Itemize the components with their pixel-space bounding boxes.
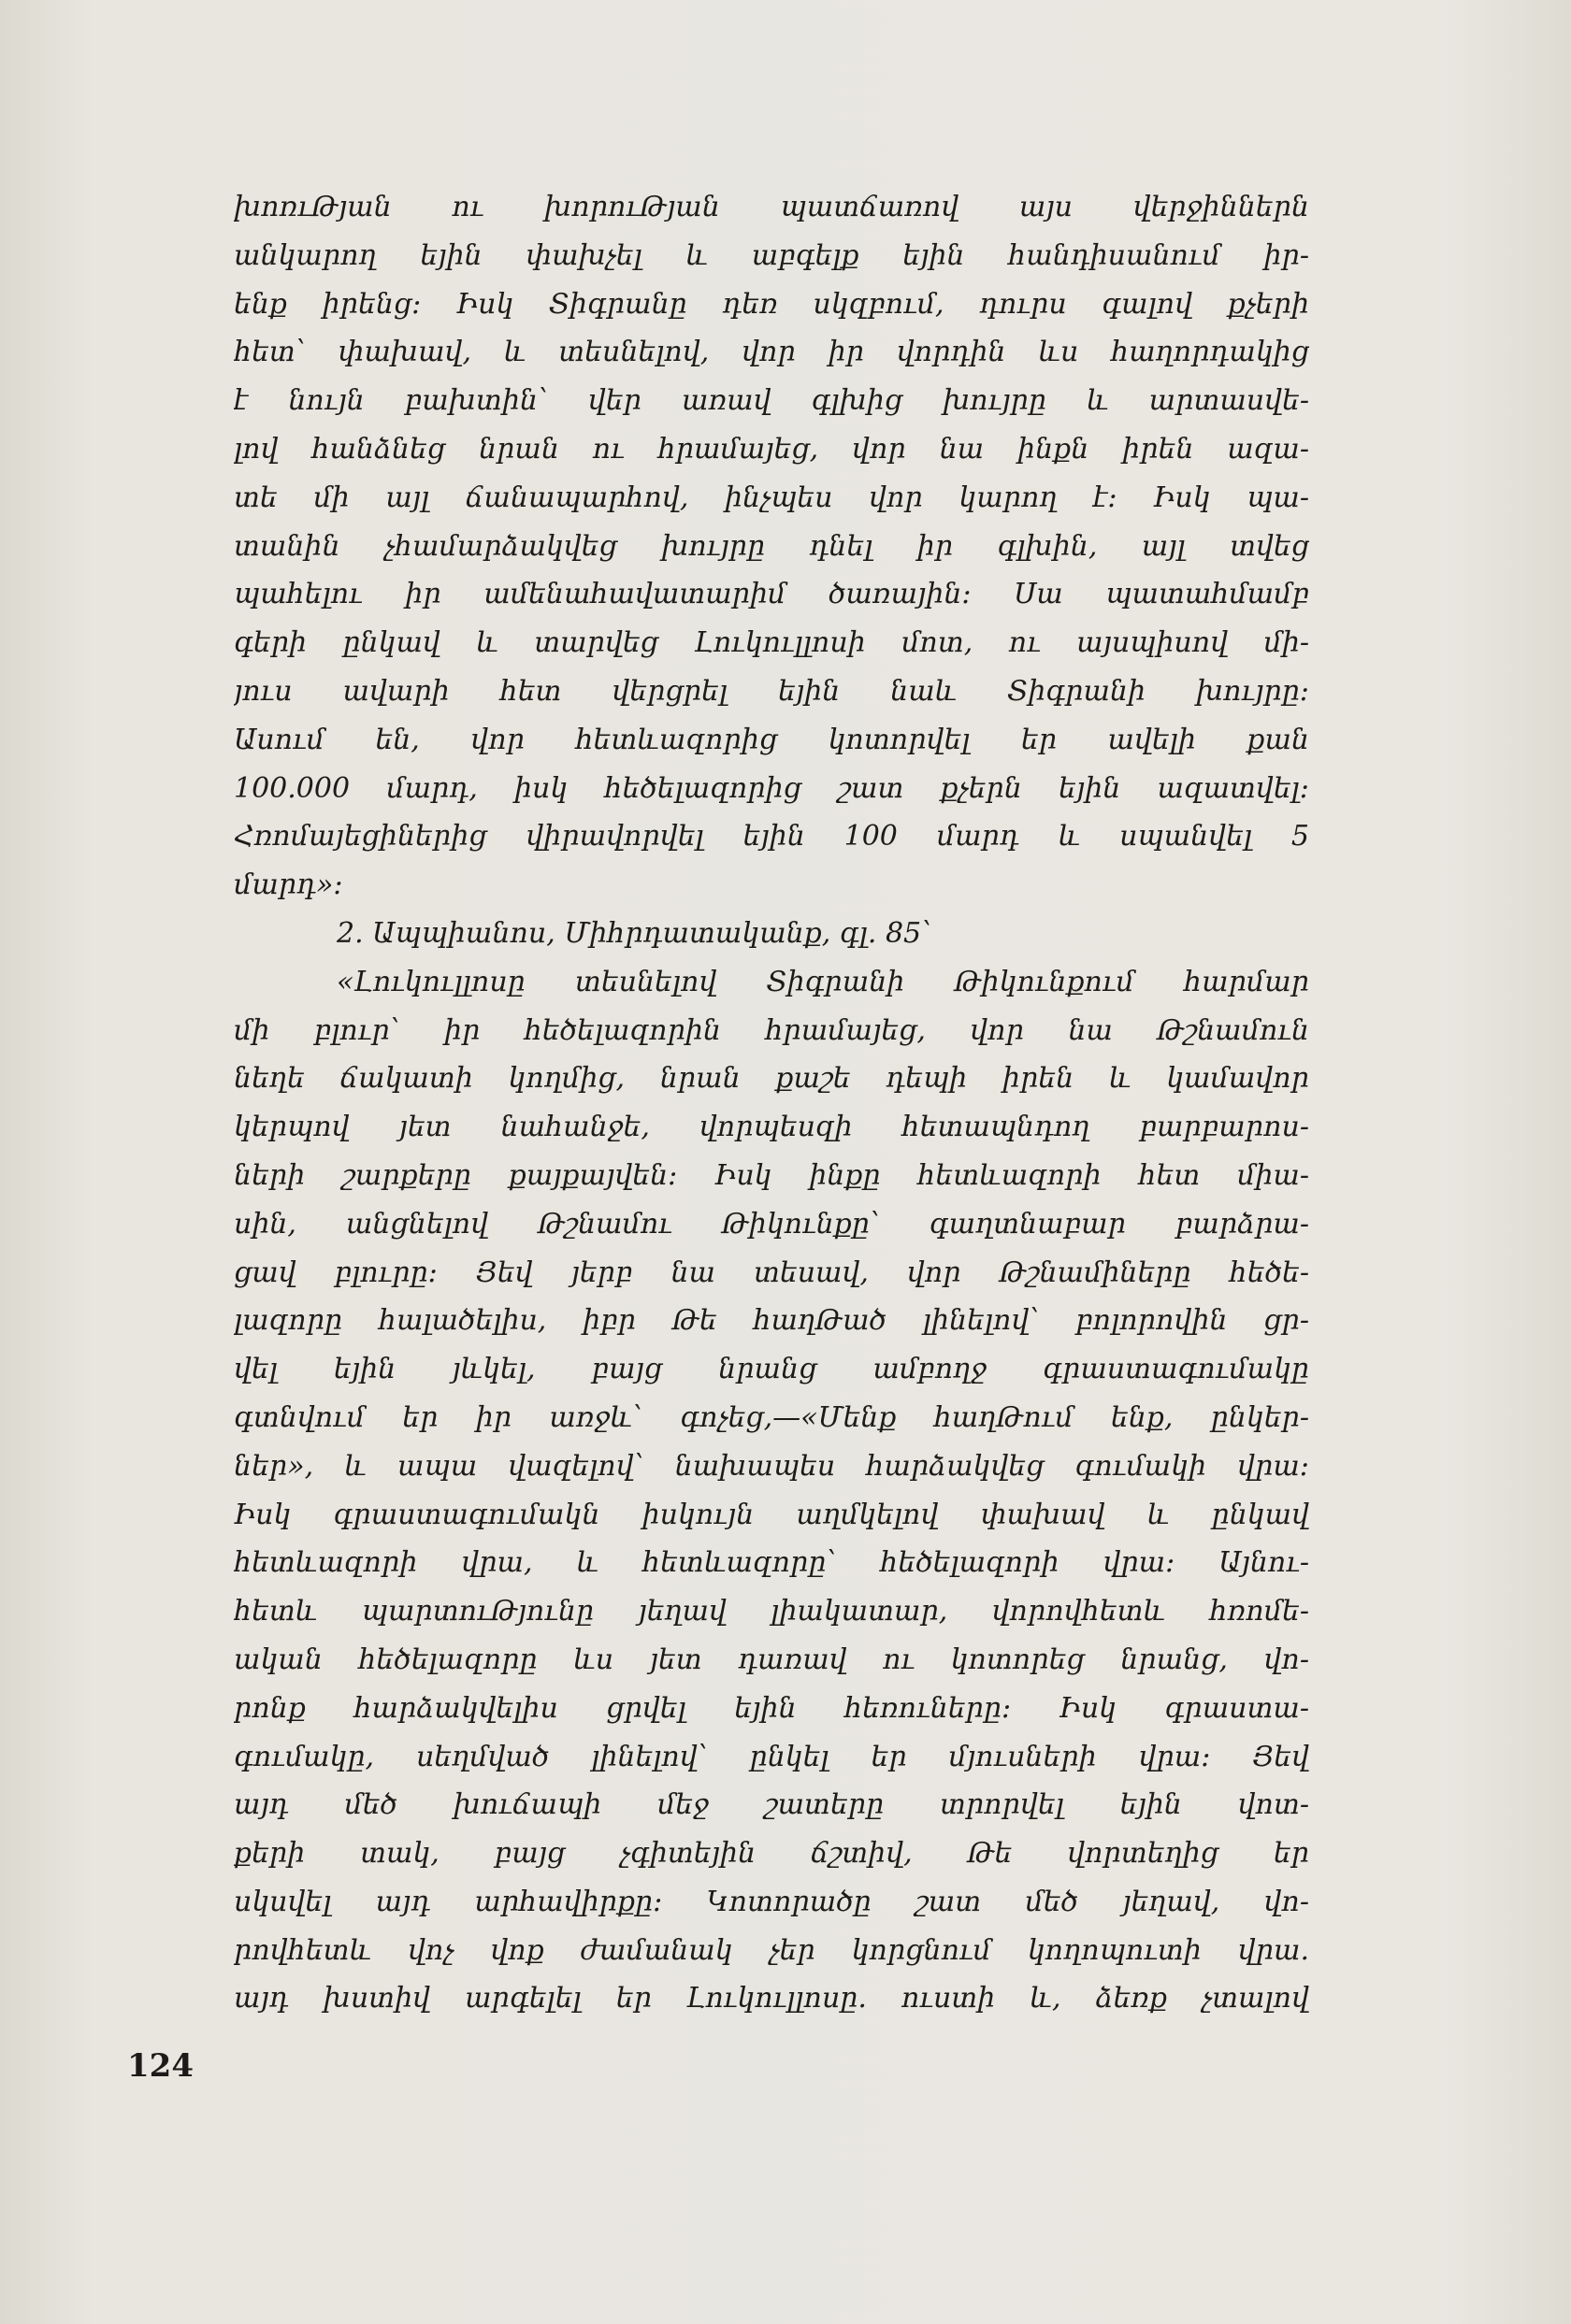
text-line: լով հանձնեց նրան ու հրամայեց, վոր նա ինքն իրեն ազա- [234, 432, 1309, 466]
body-text [234, 183, 1309, 2023]
text-line: հետև պարտուԹյունը յեղավ լիակատար, վորովհետև հռոմե- [234, 1595, 1309, 1628]
text-line: ցավ բլուրը։ Յեվ յերբ նա տեսավ, վոր Թշնամիները հեծե- [234, 1255, 1309, 1289]
text-line: տանին չհամարձակվեց խույրը դնել իր գլխին, այլ տվեց [234, 529, 1309, 563]
text-line: անկարող եյին փախչել և աբգելք եյին հանդիսանում իր- [234, 238, 1309, 272]
text-line: մի բլուր՝ իր հեծելազորին հրամայեց, վոր նա Թշնամուն [234, 1013, 1309, 1047]
text-line: խոռւԹյան ու խորուԹյան պատճառով այս վերջիններն [234, 191, 1309, 223]
text-line: այդ խստիվ արգելել եր Լուկուլլոսը. ուստի և, ձեռք չտալով [234, 1982, 1309, 2016]
text-line: վել եյին յևկել, բայց նրանց ամբողջ գրաստագումակը [234, 1353, 1309, 1386]
text-line: լազորը հալածելիս, իբր Թե հաղԹած լինելով՝ բոլորովին ցր- [234, 1304, 1309, 1338]
text-line: նեղե ճակատի կողմից, նրան քաշե դեպի իրեն և կամավոր [234, 1062, 1309, 1096]
text-line: տե մի այլ ճանապարհով, ինչպես վոր կարող է։ Իսկ պա- [234, 481, 1309, 514]
text-line: ներ», և ապա վազելով՝ նախապես հարձակվեց գումակի վրա։ [234, 1449, 1309, 1483]
text-line: Ասում են, վոր հետևազորից կոտորվել եր ավելի քան [234, 723, 1309, 756]
text-line: գտնվում եր իր առջև՝ գոչեց,—«Մենք հաղԹում ենք, ընկեր- [234, 1400, 1309, 1434]
text-line: յուս ավարի հետ վերցրել եյին նաև Տիգրանի խույրը։ [234, 674, 1309, 708]
text-line: այդ մեծ խուճապի մեջ շատերը տրորվել եյին վոտ- [234, 1788, 1309, 1822]
text-line: ենք իրենց։ Իսկ Տիգրանը դեռ սկզբում, դուրս գալով քչերի [234, 287, 1309, 321]
text-line: հետևազորի վրա, և հետևազորը՝ հեծելազորի վրա։ Այնու- [234, 1546, 1309, 1580]
text-line: 100.000 մարդ, իսկ հեծելազորից շատ քչերն եյին ազատվել։ [234, 771, 1309, 805]
text-line: 2. Ապպիանոս, Միհրդատականք, գլ. 85՝ [337, 916, 932, 950]
text-line: «Լուկուլլոսը տեսնելով Տիգրանի Թիկունքում հարմար [337, 965, 1309, 998]
text-line: րոնք հարձակվելիս ցրվել եյին հեռուները։ Իսկ գրաստա- [234, 1691, 1309, 1725]
text-line: Հռոմայեցիներից վիրավորվել եյին 100 մարդ և սպանվել 5 [234, 820, 1309, 854]
text-line: մարդ»։ [234, 868, 343, 902]
text-line: ների շարքերը քայքայվեն։ Իսկ ինքը հետևազորի հետ միա- [234, 1158, 1309, 1192]
text-line: կերպով յետ նահանջե, վորպեսզի հետապնդող բարբարոս- [234, 1111, 1309, 1144]
text-line: Իսկ գրաստագումակն իսկույն աղմկելով փախավ և ընկավ [234, 1498, 1309, 1531]
text-line: գումակը, սեղմված լինելով՝ ընկել եր մյուսների վրա։ Յեվ [234, 1740, 1309, 1773]
text-line: ական հեծելազորը ևս յետ դառավ ու կոտորեց նրանց, վո- [234, 1643, 1309, 1676]
text-line: պահելու իր ամենահավատարիմ ծառային։ Սա պատահմամբ [234, 578, 1309, 611]
text-line: քերի տակ, բայց չգիտեյին ճշտիվ, Թե վորտեղից եր [234, 1837, 1309, 1871]
text-line: է նույն բախտին՝ վեր առավ գլխից խույրը և արտասվե- [234, 384, 1309, 418]
text-line: րովհետև վոչ վոք ժամանակ չեր կորցնում կողոպուտի վրա. [234, 1933, 1309, 1967]
text-line: հետ՝ փախավ, և տեսնելով, վոր իր վորդին ևս հաղորդակից [234, 336, 1309, 369]
text-line: սին, անցնելով Թշնամու Թիկունքը՝ գաղտնաբար բարձրա- [234, 1207, 1309, 1241]
text-line: սկսվել այդ արհավիրքը։ Կոտորածը շատ մեծ յեղավ, վո- [234, 1885, 1309, 1918]
text-line: գերի ընկավ և տարվեց Լուկուլլոսի մոտ, ու այսպիսով մի- [234, 626, 1309, 660]
page-number: 124 [127, 2047, 194, 2085]
